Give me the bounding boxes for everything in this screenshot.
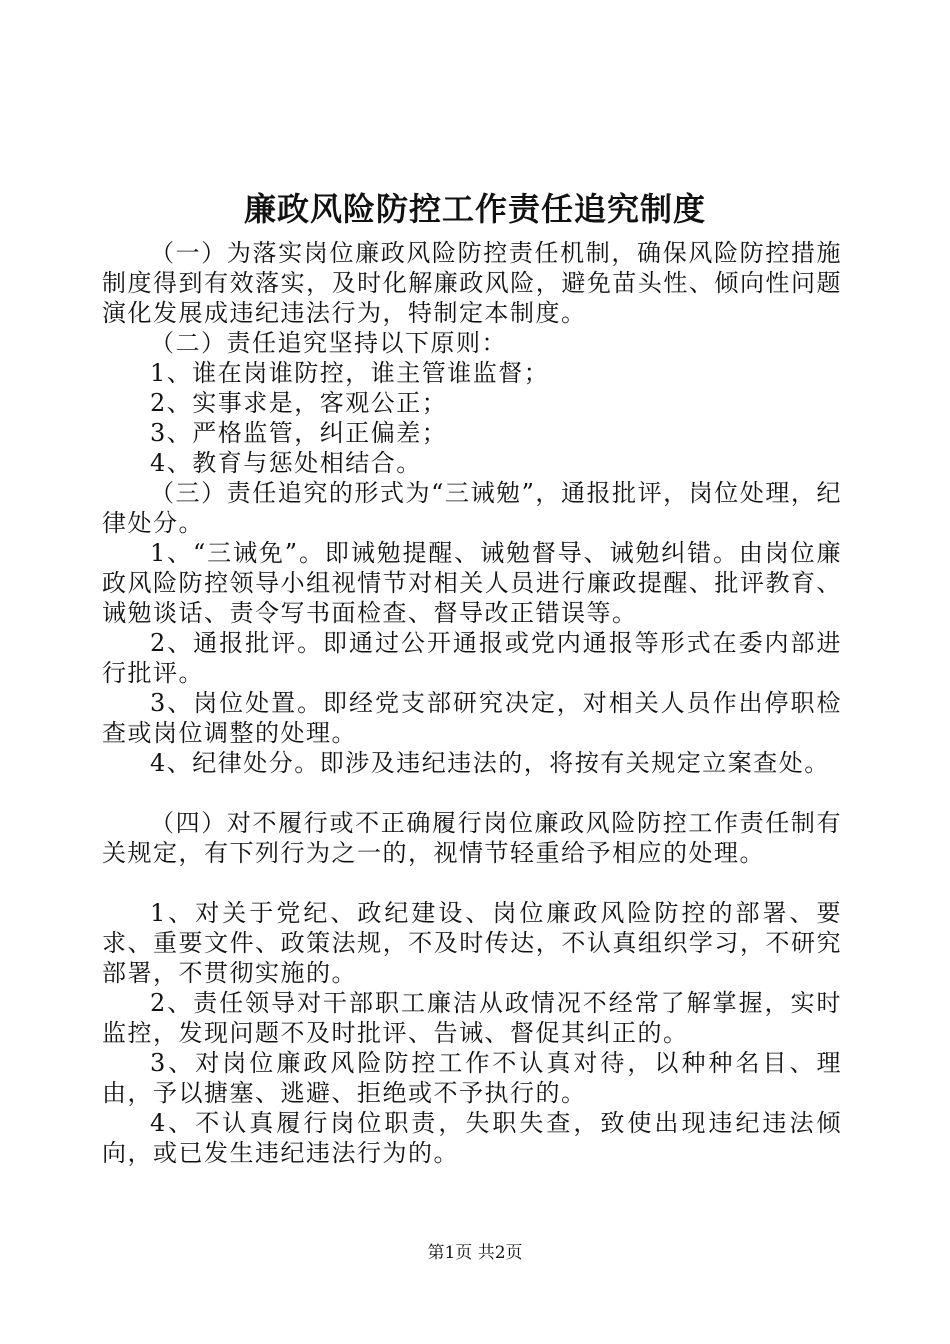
paragraph-violations-heading: （四）对不履行或不正确履行岗位廉政风险防控工作责任制有关规定，有下列行为之一的，视情节轻重给予相应的处理。 <box>102 809 842 867</box>
paragraph-purpose: （一）为落实岗位廉政风险防控责任机制，确保风险防控措施制度得到有效落实，及时化解廉政风险，避免苗头性、倾向性问题演化发展成违纪违法行为，特制定本制度。 <box>102 239 842 327</box>
document-body <box>102 238 842 1168</box>
paragraph-violation-1: 1、对关于党纪、政纪建设、岗位廉政风险防控的部署、要求、重要文件、政策法规，不及时传达，不认真组织学习，不研究部署，不贯彻实施的。 <box>102 899 842 987</box>
paragraph-form-4: 4、纪律处分。即涉及违纪违法的，将按有关规定立案查处。 <box>150 749 830 777</box>
paragraph-principle-3: 3、严格监管，纠正偏差； <box>150 419 448 447</box>
paragraph-principles-heading: （二）责任追究坚持以下原则： <box>150 329 507 357</box>
document-title: 廉政风险防控工作责任追究制度 <box>243 190 706 228</box>
paragraph-violation-4: 4、不认真履行岗位职责，失职失查，致使出现违纪违法倾向，或已发生违纪违法行为的。 <box>102 1109 842 1167</box>
paragraph-form-1: 1、“三诫免”。即诫勉提醒、诫勉督导、诫勉纠错。由岗位廉政风险防控领导小组视情节对相关人员进行廉政提醒、批评教育、诫勉谈话、责令写书面检查、督导改正错误等。 <box>102 539 842 627</box>
paragraph-forms-heading: （三）责任追究的形式为“三诫勉”，通报批评，岗位处理，纪律处分。 <box>102 479 842 537</box>
paragraph-principle-1: 1、谁在岗谁防控，谁主管谁监督； <box>150 359 550 387</box>
paragraph-principle-2: 2、实事求是，客观公正； <box>150 389 448 417</box>
page-number-footer: 第1页 共2页 <box>427 1243 523 1263</box>
paragraph-form-3: 3、岗位处置。即经党支部研究决定，对相关人员作出停职检查或岗位调整的处理。 <box>102 689 842 747</box>
paragraph-violation-3: 3、对岗位廉政风险防控工作不认真对待，以种种名目、理由，予以搪塞、逃避、拒绝或不予执行的。 <box>102 1049 842 1107</box>
paragraph-form-2: 2、通报批评。即通过公开通报或党内通报等形式在委内部进行批评。 <box>102 629 842 687</box>
paragraph-violation-2: 2、责任领导对干部职工廉洁从政情况不经常了解掌握，实时监控，发现问题不及时批评、告诫、督促其纠正的。 <box>102 989 842 1047</box>
paragraph-principle-4: 4、教育与惩处相结合。 <box>150 449 422 477</box>
